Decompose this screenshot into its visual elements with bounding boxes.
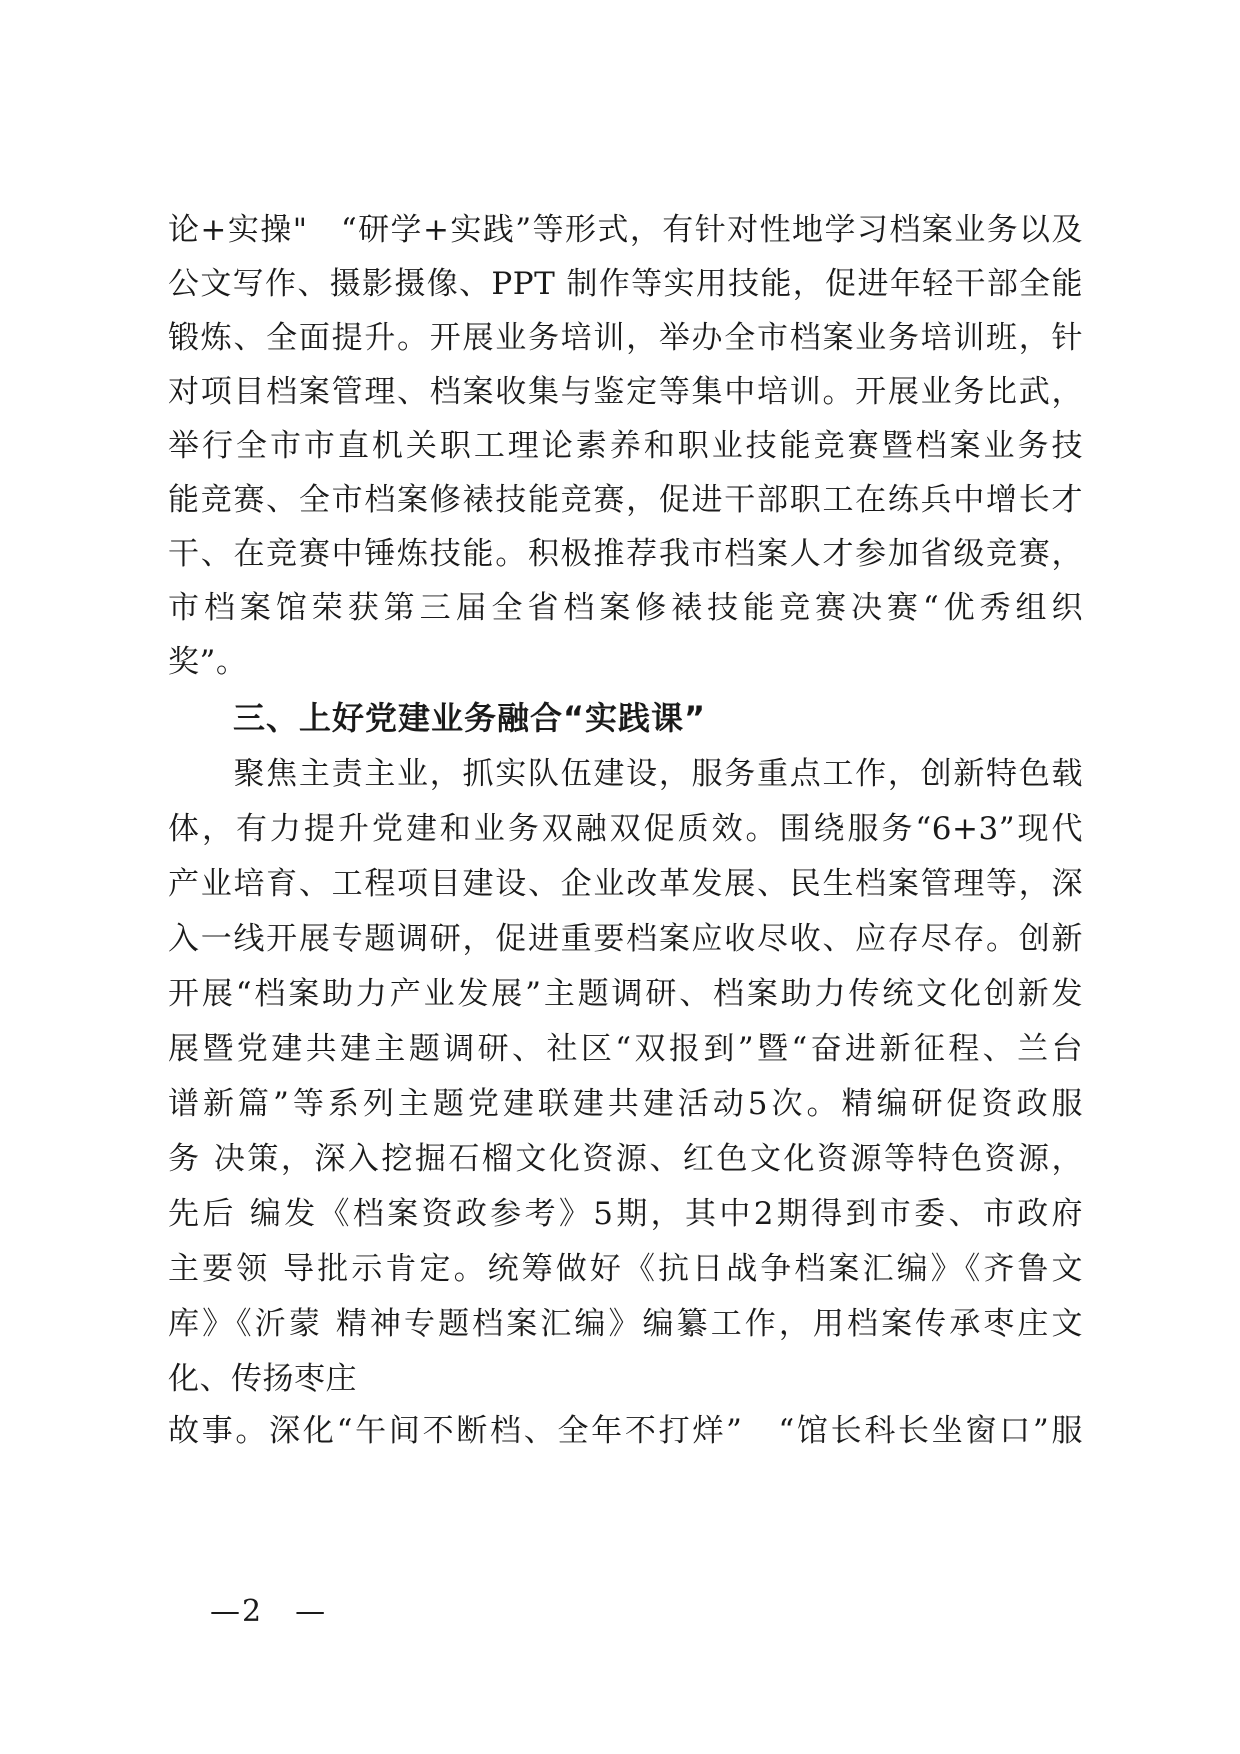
- paragraph-2-line-11: 库》《沂蒙 精神专题档案汇编》编纂工作，用档案传承枣庄文: [168, 1306, 1083, 1342]
- page-number: —2 —: [210, 1594, 328, 1629]
- paragraph-1-line-1: 论+实操" “研学+实践”等形式，有针对性地学习档案业务以及: [168, 212, 1083, 248]
- paragraph-2-line-5: 开展“档案助力产业发展”主题调研、档案助力传统文化创新发: [168, 976, 1083, 1012]
- paragraph-2-line-3: 产业培育、工程项目建设、企业改革发展、民生档案管理等，深: [168, 866, 1083, 902]
- paragraph-1-line-2: 公文写作、摄影摄像、PPT 制作等实用技能，促进年轻干部全能: [168, 266, 1083, 302]
- paragraph-2-line-8: 务 决策，深入挖掘石榴文化资源、红色文化资源等特色资源，: [168, 1141, 1083, 1177]
- paragraph-1-line-5: 举行全市市直机关职工理论素养和职业技能竞赛暨档案业务技: [168, 428, 1083, 464]
- paragraph-1-line-8: 市档案馆荣获第三届全省档案修裱技能竞赛决赛“优秀组织: [168, 590, 1083, 626]
- paragraph-1-line-3: 锻炼、全面提升。开展业务培训，举办全市档案业务培训班，针: [168, 320, 1083, 356]
- paragraph-1-line-9: 奖”。: [168, 644, 248, 680]
- paragraph-2-line-12: 化、传扬枣庄: [168, 1361, 357, 1397]
- section-heading: 三、上好党建业务融合“实践课”: [233, 699, 707, 737]
- paragraph-2-line-9: 先后 编发《档案资政参考》5期，其中2期得到市委、市政府: [168, 1196, 1083, 1232]
- paragraph-2-line-13: 故事。深化“午间不断档、全年不打烊” “馆长科长坐窗口”服: [168, 1413, 1083, 1449]
- paragraph-2-line-4: 入一线开展专题调研，促进重要档案应收尽收、应存尽存。创新: [168, 921, 1083, 957]
- paragraph-2-line-10: 主要领 导批示肯定。统筹做好《抗日战争档案汇编》《齐鲁文: [168, 1251, 1083, 1287]
- paragraph-1-line-6: 能竞赛、全市档案修裱技能竞赛，促进干部职工在练兵中增长才: [168, 482, 1083, 518]
- paragraph-2-line-7: 谱新篇”等系列主题党建联建共建活动5次。精编研促资政服: [168, 1086, 1083, 1122]
- paragraph-2-line-6: 展暨党建共建主题调研、社区“双报到”暨“奋进新征程、兰台: [168, 1031, 1083, 1067]
- paragraph-1-line-7: 干、在竞赛中锤炼技能。积极推荐我市档案人才参加省级竞赛，: [168, 536, 1083, 572]
- paragraph-2-line-2: 体，有力提升党建和业务双融双促质效。围绕服务“6+3”现代: [168, 811, 1083, 847]
- paragraph-2-line-1: 聚焦主责主业，抓实队伍建设，服务重点工作，创新特色载: [168, 756, 1083, 792]
- paragraph-1-line-4: 对项目档案管理、档案收集与鉴定等集中培训。开展业务比武，: [168, 374, 1083, 410]
